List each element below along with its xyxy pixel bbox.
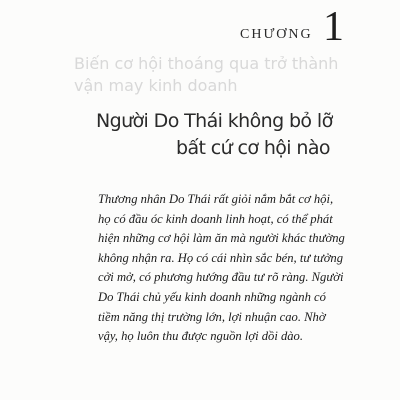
bleed-through-text: vận may kinh doanh (74, 76, 238, 95)
intro-line: vậy, họ luôn thu được nguồn lợi dồi dào. (98, 329, 304, 344)
intro-line: tiềm năng thị trường lớn, lợi nhuận cao. Nhờ (98, 309, 326, 324)
bleed-through-text: Biến cơ hội thoáng qua trở thành (74, 54, 339, 73)
intro-line: họ có đầu óc kinh doanh linh hoạt, có thể phát (98, 211, 333, 226)
intro-line: Thương nhân Do Thái rất giỏi nắm bắt cơ hội, (98, 192, 334, 206)
chapter-label: CHƯƠNG (240, 27, 313, 42)
chapter-title (96, 108, 392, 162)
chapter-number: 1 (323, 4, 344, 50)
intro-line: không nhận ra. Họ có cái nhìn sắc bén, tư tưởng (98, 250, 344, 265)
intro-paragraph (98, 190, 398, 347)
intro-line: cởi mở, có phương hướng đầu tư rõ ràng. Người (98, 270, 344, 285)
intro-line: hiện những cơ hội làm ăn mà người khác thường (98, 231, 345, 246)
chapter-title-line: Người Do Thái không bỏ lỡ (96, 110, 333, 132)
chapter-title-line: bất cứ cơ hội nào (176, 137, 330, 159)
intro-line: Do Thái chủ yếu kinh doanh những ngành có (98, 289, 326, 304)
